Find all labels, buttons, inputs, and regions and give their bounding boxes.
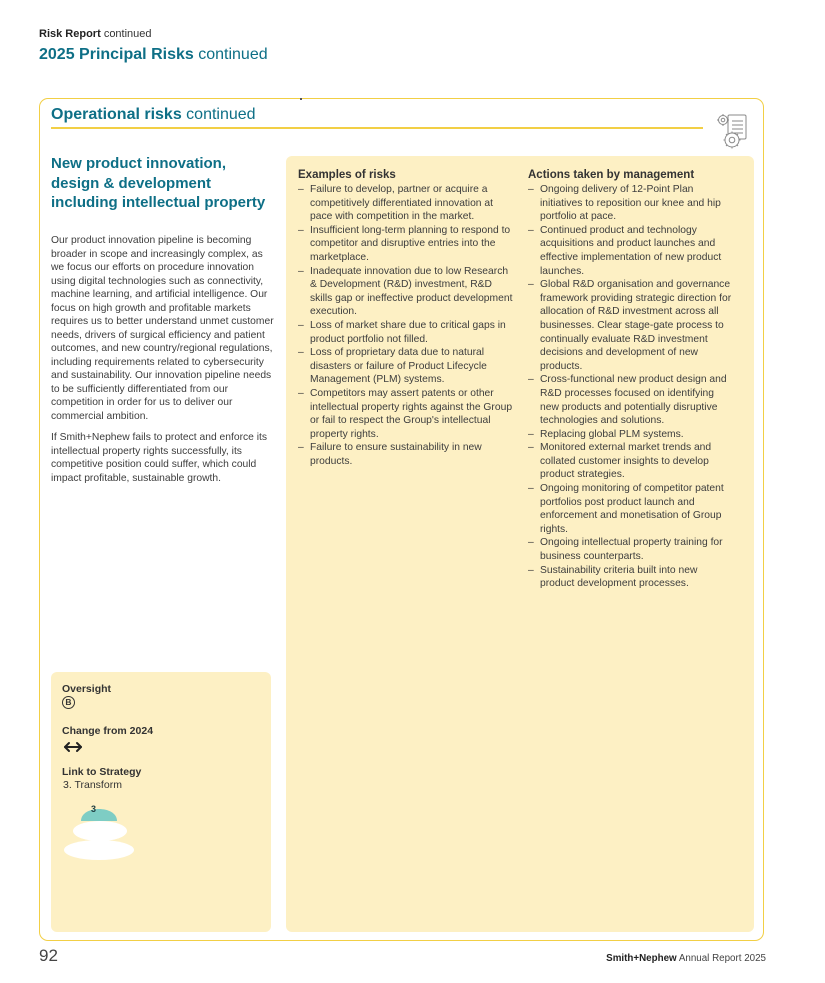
risk-description-paragraph: If Smith+Nephew fails to protect and enforce its intellectual property rights successfully, its competitive position could suffer, which could impact profitable, sustainable growth.	[51, 432, 268, 484]
page-title	[39, 46, 268, 64]
change-label: Change from 2024	[62, 725, 154, 737]
actions-heading: Actions taken by management	[528, 169, 695, 181]
list-item: – Loss of market share due to critical gaps in product portfolio not filled.	[298, 319, 513, 346]
stray-dot	[300, 98, 302, 100]
examples-column	[298, 168, 513, 468]
list-item: – Cross-functional new product design and R&D processes focused on identifying new products and potentially disruptive technologies and solutions.	[528, 373, 733, 427]
footer-brand: Smith+Nephew	[606, 953, 677, 964]
list-item: – Competitors may assert patents or other intellectual property rights against the Group or fail to respect the Group's intellectual property rights.	[298, 387, 513, 441]
footer-publication	[606, 953, 766, 964]
list-item: – Monitored external market trends and collated customer insights to develop product strategies.	[528, 441, 733, 482]
risk-title: New product innovation, design & development including intellectual property	[51, 155, 266, 212]
panel-title-suffix: continued	[186, 106, 256, 123]
report-suffix: continued	[103, 28, 152, 40]
stacked-stones-icon	[61, 794, 136, 864]
list-item: – Ongoing intellectual property training for business counterparts.	[528, 536, 733, 563]
list-item: – Loss of proprietary data due to natural disasters or failure of Product Lifecycle Management (PLM) systems.	[298, 346, 513, 387]
list-item: – Inadequate innovation due to low Research & Development (R&D) investment, R&D skills gap or ineffective product development execution.	[298, 265, 513, 319]
report-name: Risk Report	[39, 28, 101, 40]
section-title: 2025 Principal Risks	[39, 46, 194, 63]
actions-list	[528, 183, 733, 591]
list-item: – Global R&D organisation and governance framework providing strategic direction for allocation of R&D investment across all businesses. Clear stage-gate process to continually evaluate R&D investment decisions and development of new products.	[528, 278, 733, 373]
risk-description	[51, 234, 276, 493]
report-breadcrumb	[39, 28, 152, 40]
oversight-badge: B	[62, 696, 75, 709]
examples-list	[298, 183, 513, 468]
list-item: – Ongoing monitoring of competitor patent portfolios post product launch and enforcement and monetisation of Group rights.	[528, 482, 733, 536]
list-item: – Insufficient long-term planning to respond to competitor and disruptive entries into the marketplace.	[298, 224, 513, 265]
page-number: 92	[39, 946, 58, 965]
panel-title	[51, 106, 256, 124]
risk-info-box	[51, 672, 271, 932]
panel-title-rule	[51, 127, 703, 129]
panel-title-main: Operational risks	[51, 106, 182, 123]
strategy-value: 3. Transform	[63, 779, 122, 791]
two-way-arrow-icon	[62, 741, 84, 753]
gear-document-icon	[714, 110, 754, 150]
list-item: – Replacing global PLM systems.	[528, 428, 733, 442]
list-item: – Failure to develop, partner or acquire a competitively differentiated innovation at pace with competition in the market.	[298, 183, 513, 224]
list-item: – Ongoing delivery of 12-Point Plan initiatives to reposition our knee and hip portfolio at pace.	[528, 183, 733, 224]
oversight-label: Oversight	[62, 683, 112, 695]
list-item: – Failure to ensure sustainability in new products.	[298, 441, 513, 468]
list-item: – Sustainability criteria built into new product development processes.	[528, 564, 733, 591]
actions-column	[528, 168, 733, 591]
risk-description-paragraph: Our product innovation pipeline is becoming broader in scope and increasingly complex, as we focus our efforts on procedure innovation using digital technologies such as connectivity, machine learning, and artificial intelligence. Our focus on high growth and profitable markets requires us to better understand unmet customer needs, drivers of surgical efficiency and patient outcomes, and new country/regional regulations, including requirements related to cybersecurity and sustainability. Our innovation pipeline needs to be sufficiently differentiated from our competition in order for us to deliver our commercial ambition.	[51, 235, 274, 422]
footer-report: Annual Report 2025	[678, 953, 766, 964]
strategy-number: 3	[91, 804, 97, 814]
list-item: – Continued product and technology acquisitions and product launches and effective implementation of new product launches.	[528, 224, 733, 278]
section-suffix: continued	[198, 46, 268, 63]
examples-heading: Examples of risks	[298, 169, 396, 181]
strategy-label: Link to Strategy	[62, 766, 142, 778]
